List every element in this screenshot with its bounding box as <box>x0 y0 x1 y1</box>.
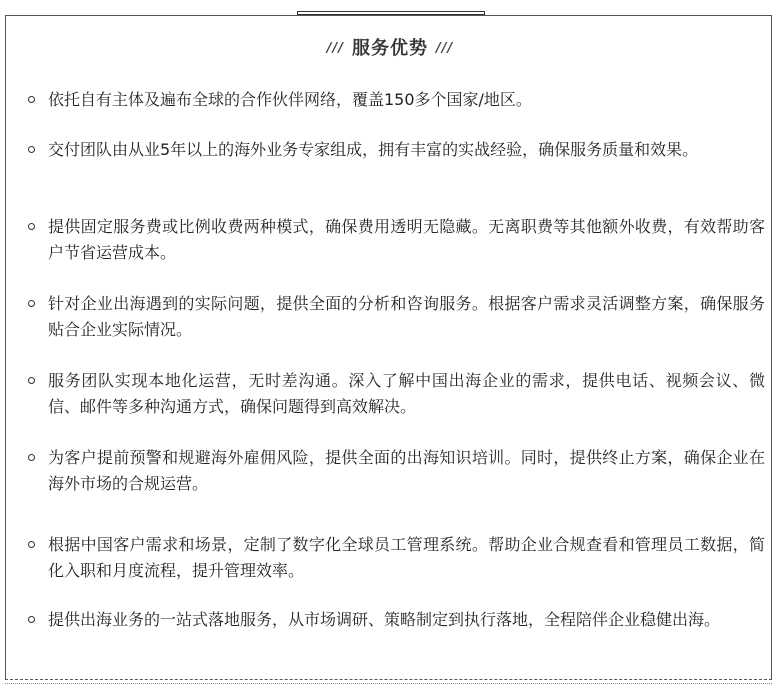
bullet-circle-icon <box>28 616 35 623</box>
list-item-text: 为客户提前预警和规避海外雇佣风险，提供全面的出海知识培训。同时，提供终止方案，确保企业在海外市场的合规运营。 <box>48 448 765 493</box>
bullet-circle-icon <box>28 541 35 548</box>
bottom-dashed-border <box>5 679 772 680</box>
list-item <box>20 137 765 163</box>
list-item-text: 提供出海业务的一站式落地服务，从市场调研、策略制定到执行落地，全程陪伴企业稳健出海。 <box>48 610 721 629</box>
bullet-circle-icon <box>28 146 35 153</box>
list-item-text: 服务团队实现本地化运营，无时差沟通。深入了解中国出海企业的需求，提供电话、视频会议、微信、邮件等多种沟通方式，确保问题得到高效解决。 <box>48 371 765 416</box>
bottom-dotted-border <box>5 683 772 684</box>
list-item <box>20 214 765 266</box>
list-item-text: 依托自有主体及遍布全球的合作伙伴网络，覆盖150多个国家/地区。 <box>48 90 532 109</box>
list-item <box>20 291 765 343</box>
list-item <box>20 445 765 497</box>
list-item-text: 针对企业出海遇到的实际问题，提供全面的分析和咨询服务。根据客户需求灵活调整方案，确保服务贴合企业实际情况。 <box>48 294 765 339</box>
list-item <box>20 532 765 584</box>
list-item <box>20 87 765 113</box>
list-item <box>20 368 765 420</box>
section-title: 服务优势 <box>352 38 428 59</box>
bullet-circle-icon <box>28 223 35 230</box>
list-item-text: 提供固定服务费或比例收费两种模式，确保费用透明无隐藏。无离职费等其他额外收费，有效帮助客户节省运营成本。 <box>48 217 765 262</box>
top-tab-decoration <box>297 11 485 15</box>
list-item-text: 根据中国客户需求和场景，定制了数字化全球员工管理系统。帮助企业合规查看和管理员工数据，简化入职和月度流程，提升管理效率。 <box>48 535 765 580</box>
bullet-circle-icon <box>28 300 35 307</box>
bullet-circle-icon <box>28 96 35 103</box>
heading-decor-left: /// <box>326 41 344 56</box>
list-item <box>20 607 765 633</box>
bullet-circle-icon <box>28 377 35 384</box>
section-heading <box>0 34 780 60</box>
heading-decor-right: /// <box>436 41 454 56</box>
list-item-text: 交付团队由从业5年以上的海外业务专家组成，拥有丰富的实战经验，确保服务质量和效果。 <box>48 140 699 159</box>
bullet-circle-icon <box>28 454 35 461</box>
